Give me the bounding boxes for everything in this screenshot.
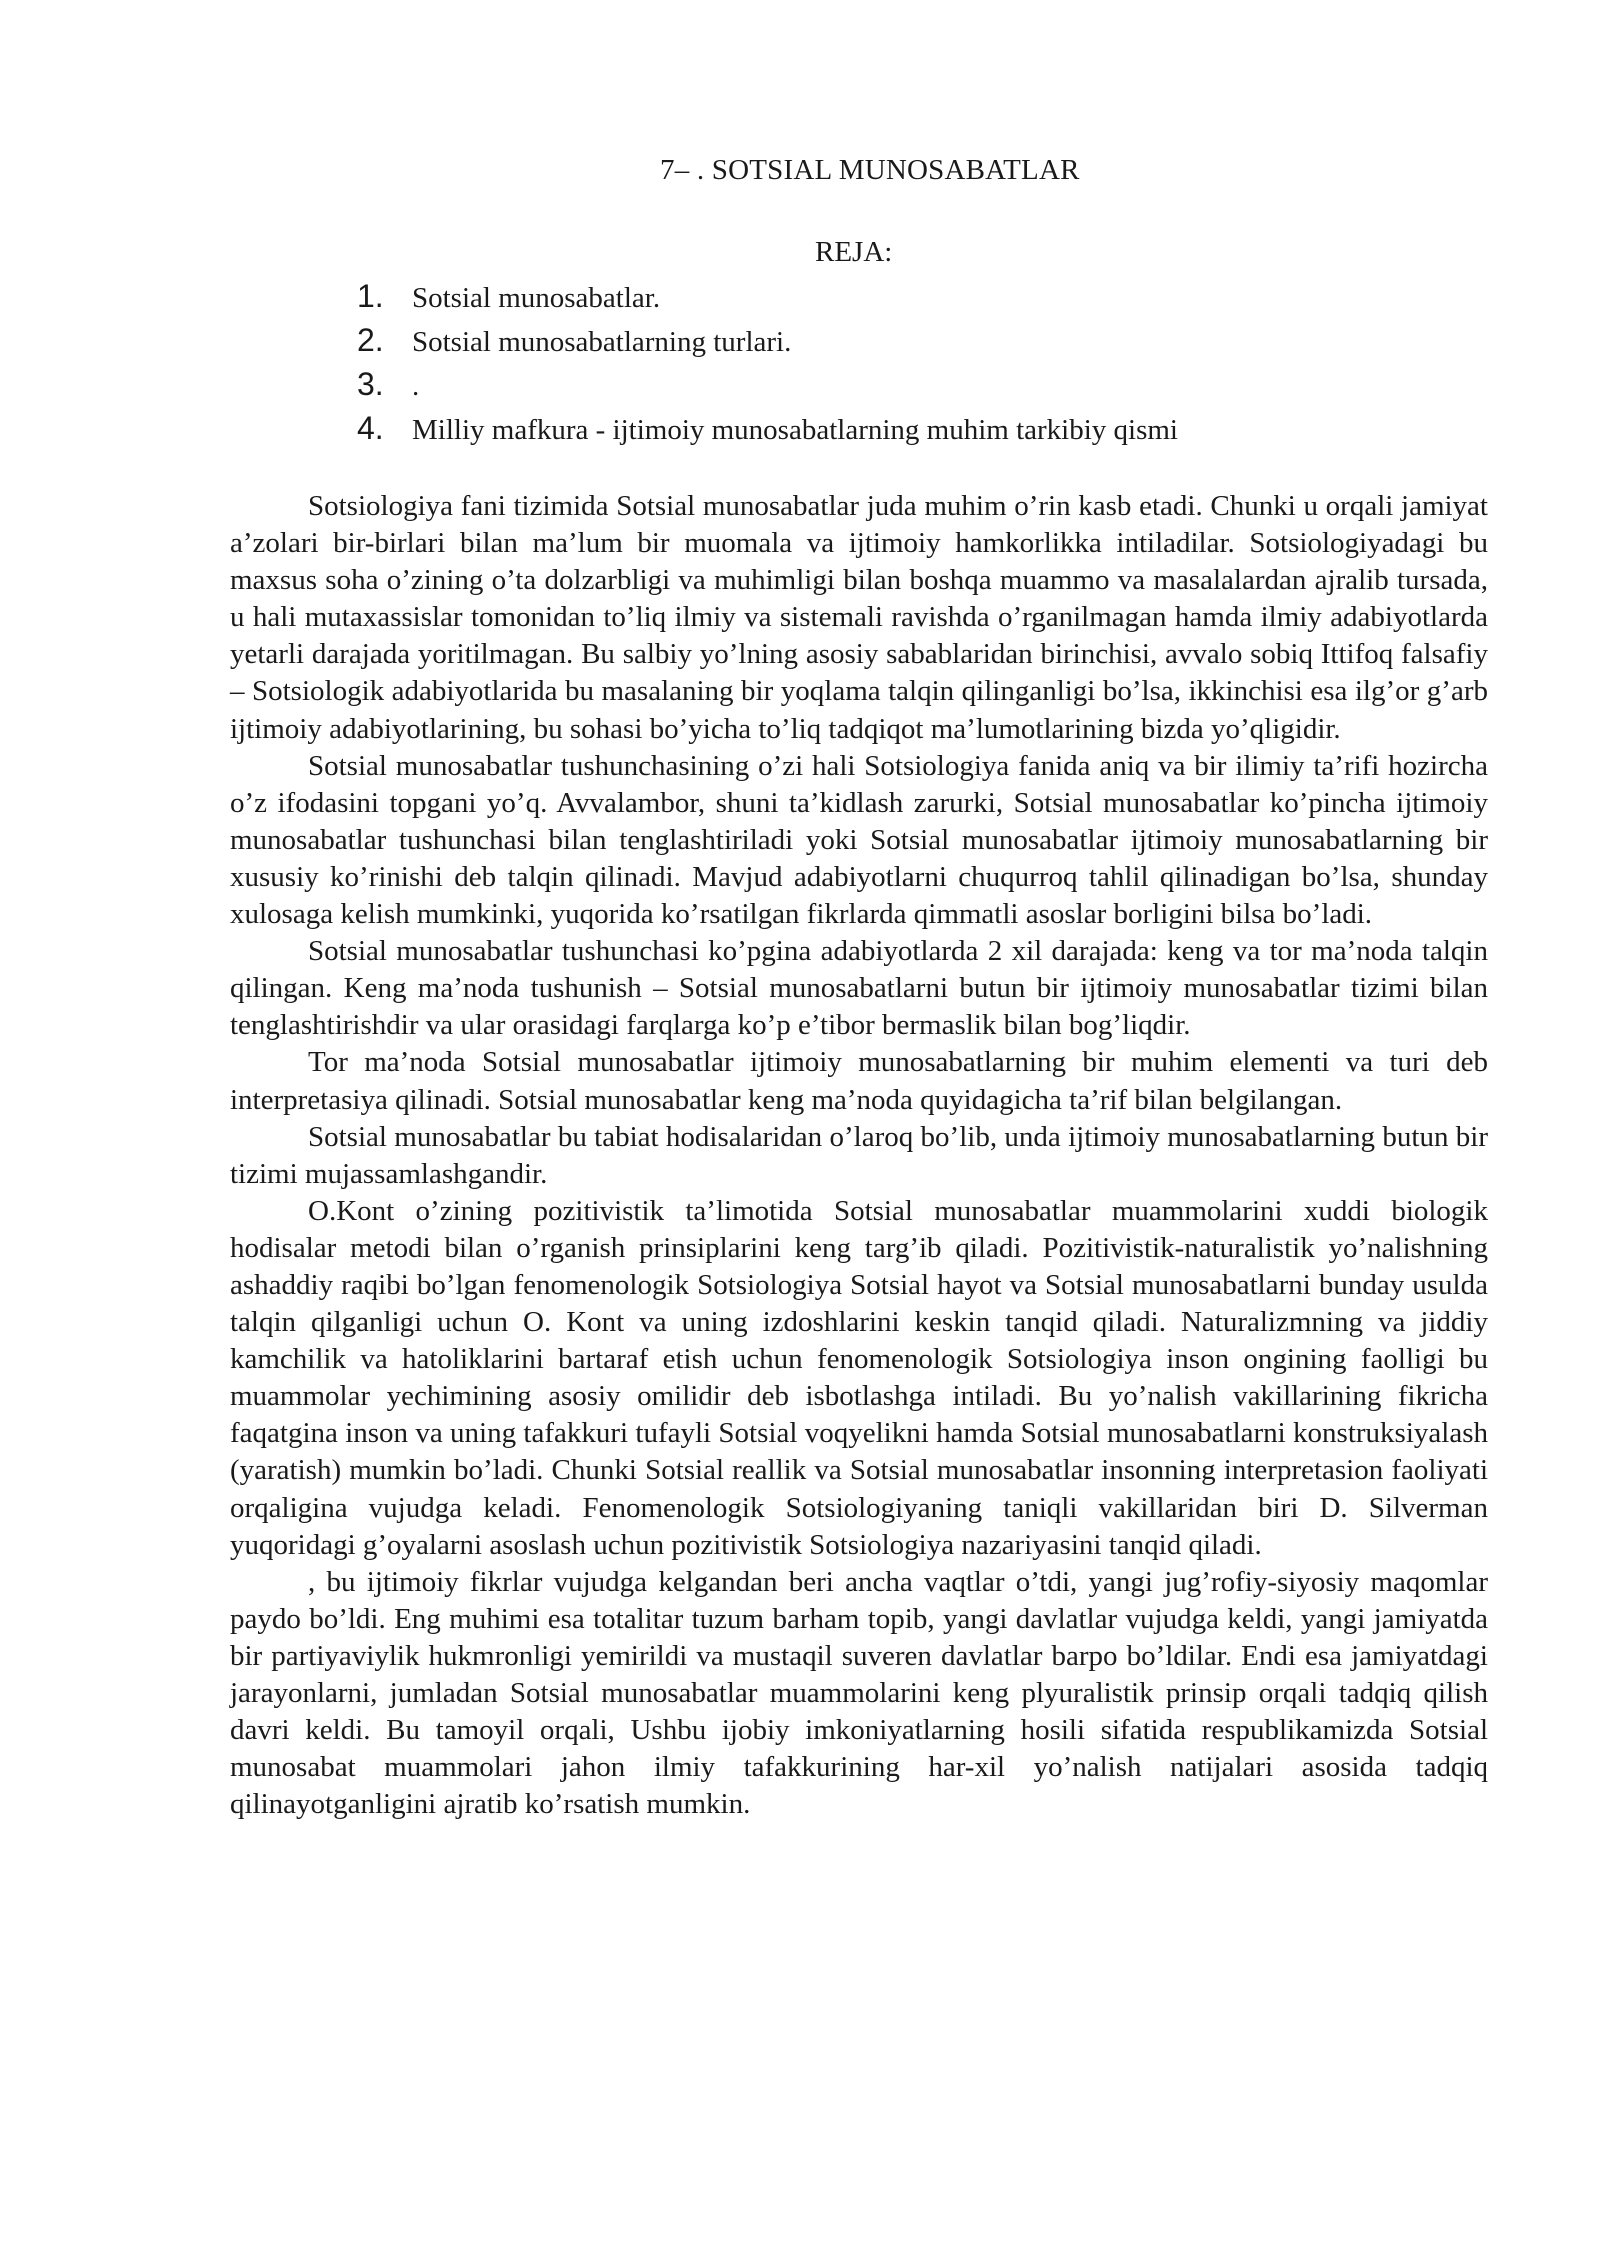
paragraph: , bu ijtimoiy fikrlar vujudga kelgandan beri ancha vaqtlar o’tdi, yangi jug’rofiy-siyosiy maqomlar paydo bo’ldi. Eng muhimi esa totalitar tuzum barham topib, yangi davlatlar vujudga keldi, yangi jamiyatda bir partiyaviylik hukmronligi yemirildi va mustaqil suveren davlatlar barpo bo’ldilar. Endi esa jamiyatdagi jarayonlarni, jumladan Sotsial munosabatlar muammolarini keng plyuralistik prinsip orqali tadqiq qilish davri keldi. Bu tamoyil orqali, Ushbu ijobiy imkoniyatlarning hosili sifatida respublikamizda Sotsial munosabat muammolari jahon ilmiy tafakkurining har-xil yo’nalish natijalari asosida tadqiq qilinayotganligini ajratib ko’rsatish mumkin. bbox=[230, 1565, 1488, 1821]
paragraph: O.Kont o’zining pozitivistik ta’limotida Sotsial munosabatlar muammolarini xuddi biologik hodisalar metodi bilan o’rganish prinsiplarini keng targ’ib qiladi. Pozitivistik-naturalistik yo’nalishning ashaddiy raqibi bo’lgan fenomenologik Sotsiologiya Sotsial hayot va Sotsial munosabatlarni bunday usulda talqin qilganligi uchun O. Kont va uning izdoshlarini keskin tanqid qiladi. Naturalizmning va jiddiy kamchilik va hatoliklarini bartaraf etish uchun fenomenologik Sotsiologiya inson ongining faolligi bu muammolar yechimining asosiy omilidir deb isbotlashga intiladi. Bu yo’nalish vakillarining fikricha faqatgina inson va uning tafakkuri tufayli Sotsial voqyelikni hamda Sotsial munosabatlarni konstruksiyalash (yaratish) mumkin bo’ladi. Chunki Sotsial reallik va Sotsial munosabatlar insonning interpretasion faoliyati orqaligina vujudga keladi. Fenomenologik Sotsiologiyaning taniqli vakillaridan biri D. Silverman yuqoridagi g’oyalarni asoslash uchun pozitivistik Sotsiologiya nazariyasini tanqid qiladi. bbox=[230, 1194, 1488, 1561]
paragraph: Sotsiologiya fani tizimida Sotsial munosabatlar juda muhim o’rin kasb etadi. Chunki u orqali jamiyat a’zolari bir-birlari bilan ma’lum bir muomala va ijtimoiy hamkorlikka intiladilar. Sotsiologiyadagi bu maxsus soha o’zining o’ta dolzarbligi va muhimligi bilan boshqa muammo va masalalardan ajralib tursada, u hali mutaxassislar tomonidan to’liq ilmiy va sistemali ravishda o’rganilmagan hamda ilmiy adabiyotlarda yetarli darajada yoritilmagan. Bu salbiy yo’lning asosiy sabablaridan birinchisi, avvalo sobiq Ittifoq falsafiy – Sotsiologik adabiyotlarida bu masalaning bir yoqlama talqin qilinganligi bo’lsa, ikkinchisi esa ilg’or g’arb ijtimoiy adabiyotlarining, bu sohasi bo’yicha to’liq tadqiqot ma’lumotlarining bizda yo’qligidir. bbox=[230, 490, 1488, 745]
plan-item-number: 4. bbox=[357, 410, 384, 446]
plan-item-text: Sotsial munosabatlar. bbox=[412, 282, 661, 314]
plan-item-text: Sotsial munosabatlarning turlari. bbox=[412, 326, 792, 358]
plan-item-text: . bbox=[412, 370, 420, 402]
plan-item-text: Milliy mafkura - ijtimoiy munosabatlarning muhim tarkibiy qismi bbox=[412, 414, 1178, 446]
plan-item-number: 1. bbox=[357, 278, 384, 314]
plan-list bbox=[357, 278, 1178, 454]
paragraph: Sotsial munosabatlar bu tabiat hodisalaridan o’laroq bo’lib, unda ijtimoiy munosabatlarning butun bir tizimi mujassamlashgandir. bbox=[230, 1120, 1488, 1190]
plan-item-number: 3. bbox=[357, 366, 384, 402]
plan-item-number: 2. bbox=[357, 322, 384, 358]
paragraph: Sotsial munosabatlar tushunchasining o’zi hali Sotsiologiya fanida aniq va bir ilimiy ta’rifi hozircha o’z ifodasini topgani yo’q. Avvalambor, shuni ta’kidlash zarurki, Sotsial munosabatlar ko’pincha ijtimoiy munosabatlar tushunchasi bilan tenglashtiriladi yoki Sotsial munosabatlar ijtimoiy munosabatlarning bir xususiy ko’rinishi deb talqin qilinadi. Mavjud adabiyotlarni chuqurroq tahlil qilinadigan bo’lsa, shunday xulosaga kelish mumkinki, yuqorida ko’rsatilgan fikrlarda qimmatli asoslar borligini bilsa bo’ladi. bbox=[230, 749, 1488, 931]
plan-item bbox=[357, 410, 1178, 454]
plan-item bbox=[357, 322, 1178, 366]
paragraph: Sotsial munosabatlar tushunchasi ko’pgina adabiyotlarda 2 xil darajada: keng va tor ma’noda talqin qilingan. Keng ma’noda tushunish – Sotsial munosabatlarni butun bir ijtimoiy munosabatlar tizimi bilan tenglashtirishdir va ular orasidagi farqlarga ko’p e’tibor bermaslik bilan bog’liqdir. bbox=[230, 935, 1488, 1042]
paragraph: Tor ma’noda Sotsial munosabatlar ijtimoiy munosabatlarning bir muhim elementi va turi deb interpretasiya qilinadi. Sotsial munosabatlar keng ma’noda quyidagicha ta’rif bilan belgilangan. bbox=[230, 1046, 1488, 1116]
plan-item bbox=[357, 366, 1178, 410]
plan-item bbox=[357, 278, 1178, 322]
plan-heading: REJA: bbox=[815, 236, 893, 268]
chapter-title: 7– . SOTSIAL MUNOSABATLAR bbox=[660, 154, 1080, 186]
body-text bbox=[230, 488, 1488, 1823]
